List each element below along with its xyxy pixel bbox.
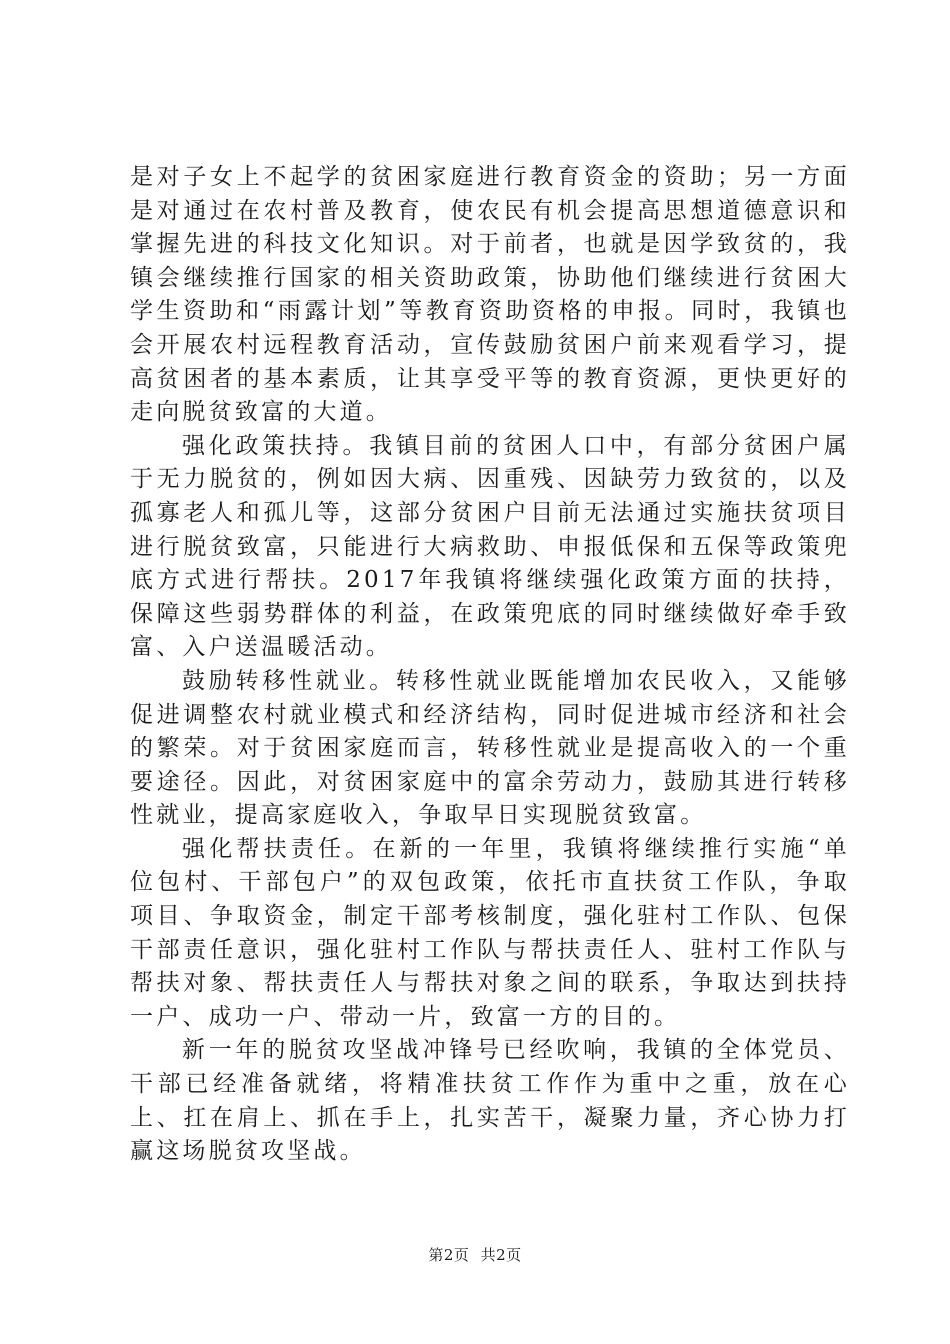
paragraph-assistance-responsibility: 强化帮扶责任。在新的一年里，我镇将继续推行实施“单位包村、干部包户”的双包政策，依托市直扶贫工作队，争取项目、争取资金，制定干部考核制度，强化驻村工作队、包保干部责任意识，强化驻村工作队与帮扶责任人、驻村工作队与帮扶对象、帮扶责任人与帮扶对象之间的联系，争取达到扶持一户、成功一户、带动一片，致富一方的目的。: [130, 835, 850, 1030]
paragraph-education-aid: 是对子女上不起学的贫困家庭进行教育资金的资助；另一方面是对通过在农村普及教育，使农民有机会提高思想道德意识和掌握先进的科技文化知识。对于前者，也就是因学致贫的，我镇会继续推行国家的相关资助政策，协助他们继续进行贫困大学生资助和“雨露计划”等教育资助资格的申报。同时，我镇也会开展农村远程教育活动，宣传鼓励贫困户前来观看学习，提高贫困者的基本素质，让其享受平等的教育资源，更快更好的走向脱贫致富的大道。: [130, 164, 850, 426]
document-body: [130, 161, 850, 1169]
page-number-total: 共2页: [480, 1246, 522, 1264]
paragraph-policy-support: 强化政策扶持。我镇目前的贫困人口中，有部分贫困户属于无力脱贫的，例如因大病、因重残、因缺劳力致贫的，以及孤寡老人和孤儿等，这部分贫困户目前无法通过实施扶贫项目进行脱贫致富，只能进行大病救助、申报低保和五保等政策兜底方式进行帮扶。2017年我镇将继续强化政策方面的扶持，保障这些弱势群体的利益，在政策兜底的同时继续做好牵手致富、入户送温暖活动。: [130, 432, 850, 661]
page-footer: [0, 1244, 950, 1265]
paragraph-conclusion: 新一年的脱贫攻坚战冲锋号已经吹响，我镇的全体党员、干部已经准备就绪，将精准扶贫工作作为重中之重，放在心上、扛在肩上、抓在手上，扎实苦干，凝聚力量，齐心协力打赢这场脱贫攻坚战。: [130, 1037, 850, 1165]
page-number-current: 第2页: [428, 1246, 470, 1264]
paragraph-transfer-employment: 鼓励转移性就业。转移性就业既能增加农民收入，又能够促进调整农村就业模式和经济结构，同时促进城市经济和社会的繁荣。对于贫困家庭而言，转移性就业是提高收入的一个重要途径。因此，对贫困家庭中的富余劳动力，鼓励其进行转移性就业，提高家庭收入，争取早日实现脱贫致富。: [130, 667, 850, 829]
